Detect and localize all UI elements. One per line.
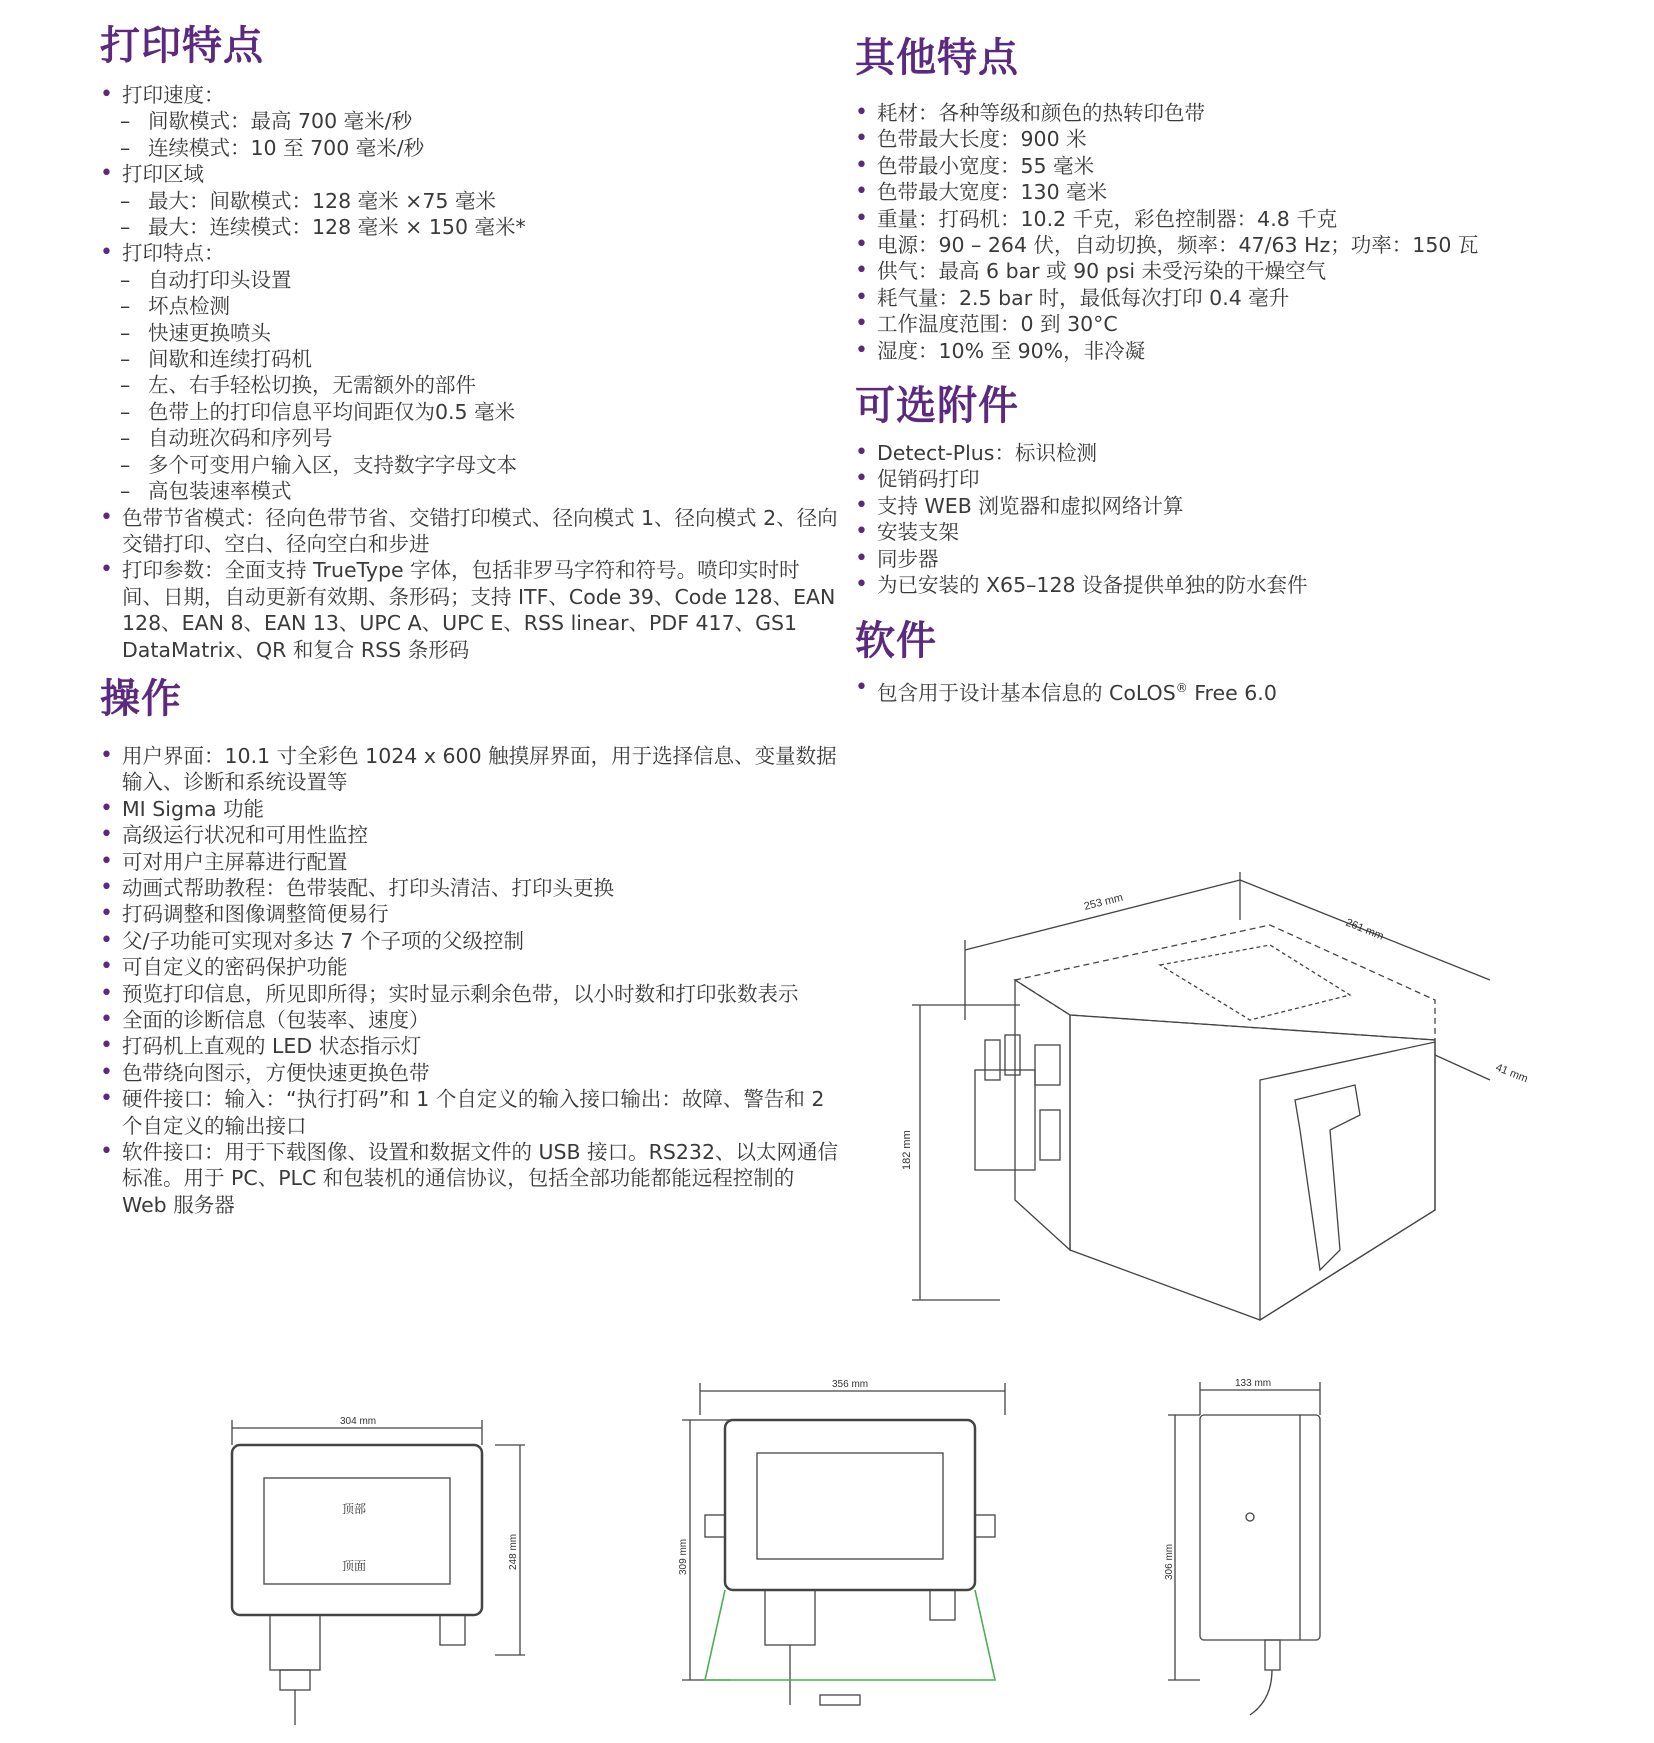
sub-item: – 快速更换喷头	[120, 320, 271, 345]
list-item: • 色带绕向图示，方便快速更换色带	[100, 1060, 840, 1086]
operation-title: 操作	[100, 675, 182, 722]
front-height-label: 248 mm	[508, 1533, 519, 1570]
connector-block	[975, 1070, 1035, 1170]
list-item: • 打码机上直观的 LED 状态指示灯	[100, 1033, 840, 1059]
print-features-title: 打印特点	[100, 23, 264, 69]
list-item: • 打印区域	[100, 161, 840, 187]
list-item: • 电源：90 – 264 伏，自动切换，频率：47/63 Hz；功率：150 瓦	[855, 232, 1575, 258]
side-width-label: 133 mm	[1235, 1378, 1272, 1389]
software-item: • 包含用于设计基本信息的 CoLOS® Free 6.0	[855, 675, 1575, 706]
dim-label-41: 41 mm	[1493, 1061, 1530, 1086]
list-item: • 为已安装的 X65–128 设备提供单独的防水套件	[855, 572, 1575, 598]
list-item: • 色带最大宽度：130 毫米	[855, 179, 1575, 205]
dim-line-253	[965, 880, 1240, 950]
left-column	[100, 18, 840, 1218]
sub-item: – 间歇模式：最高 700 毫米/秒	[120, 109, 413, 134]
list-item: • 供气：最高 6 bar 或 90 psi 未受污染的干燥空气	[855, 258, 1575, 284]
sub-item: – 色带上的打印信息平均间距仅为0.5 毫米	[120, 399, 516, 424]
sub-item: – 高包装速率模式	[120, 479, 292, 504]
list-item: • 安装支架	[855, 519, 1575, 545]
list-item: • 耗材：各种等级和颜色的热转印色带	[855, 100, 1575, 126]
controller-front-drawing	[220, 1410, 540, 1740]
bracket-width-label: 356 mm	[832, 1379, 869, 1390]
printer-front-face	[1070, 1015, 1435, 1320]
db-connector	[270, 1615, 320, 1670]
accessories-title: 可选附件	[855, 383, 1019, 430]
sub-item: – 多个可变用户输入区，支持数字字母文本	[120, 452, 517, 477]
right-column	[855, 30, 1575, 706]
list-item: • 父/子功能可实现对多达 7 个子项的父级控制	[100, 928, 840, 954]
list-item: • 色带最大长度：900 米	[855, 126, 1575, 152]
list-item: • MI Sigma 功能	[100, 796, 840, 822]
side-housing	[1200, 1415, 1320, 1640]
list-item: • 同步器	[855, 546, 1575, 572]
list-item: • 硬件接口：输入：“执行打码”和 1 个自定义的输入接口输出：故障、警告和 2 个自定义的输出接口	[100, 1086, 840, 1139]
list-item: • 可对用户主屏幕进行配置	[100, 849, 840, 875]
front-width-label: 304 mm	[340, 1416, 377, 1427]
list-item: • 软件接口：用于下载图像、设置和数据文件的 USB 接口。RS232、以太网通信标准。用于 PC、PLC 和包装机的通信协议，包括全部功能都能远程控制的 Web 服务器	[100, 1139, 840, 1218]
list-item: • 重量：打码机：10.2 千克，彩色控制器：4.8 千克	[855, 206, 1575, 232]
controller-side-drawing	[1160, 1370, 1360, 1720]
controller-bracket-drawing	[670, 1375, 1030, 1725]
list-item: • 支持 WEB 浏览器和虚拟网络计算	[855, 493, 1575, 519]
dim-label-261: 261 mm	[1343, 916, 1386, 943]
list-item: • 高级运行状况和可用性监控	[100, 822, 840, 848]
sub-item: – 自动打印头设置	[120, 267, 292, 292]
sub-item: – 最大：间歇模式：128 毫米 ×75 毫米	[120, 188, 496, 213]
other-features-list	[855, 100, 1575, 364]
list-item: • 可自定义的密码保护功能	[100, 954, 840, 980]
sub-item: – 左、右手轻松切换，无需额外的部件	[120, 373, 476, 398]
print-features-list	[100, 82, 840, 663]
list-item: • 促销码打印	[855, 466, 1575, 492]
mounting-bracket	[705, 1590, 995, 1680]
printer-dimension-drawing	[890, 870, 1550, 1330]
software-title: 软件	[855, 617, 937, 664]
dim-label-182: 182 mm	[901, 1130, 913, 1170]
controller-bezel	[232, 1445, 482, 1615]
list-item: • 打印参数：全面支持 TrueType 字体，包括非罗马字符和符号。喷印实时时间、日期，自动更新有效期、条形码；支持 ITF、Code 39、Code 128、EAN 128、EAN 8、EAN 13、UPC A、UPC E、RSS linear、PDF 417、GS1 DataMatrix、QR 和复合 RSS 条形码	[100, 557, 840, 663]
list-item: • 色带最小宽度：55 毫米	[855, 153, 1575, 179]
sub-item: – 最大：连续模式：128 毫米 × 150 毫米*	[120, 215, 526, 240]
list-item: • 打印速度：	[100, 82, 840, 108]
side-height-label: 306 mm	[1164, 1543, 1175, 1580]
bracket-controller-bezel	[725, 1420, 975, 1590]
list-item: • 耗气量：2.5 bar 时，最低每次打印 0.4 毫升	[855, 285, 1575, 311]
bracket-controller-screen	[757, 1453, 943, 1559]
list-item: • 动画式帮助教程：色带装配、打印头清洁、打印头更换	[100, 875, 840, 901]
list-item: • Detect-Plus：标识检测	[855, 440, 1575, 466]
list-item: • 湿度：10% 至 90%，非冷凝	[855, 338, 1575, 364]
list-item: • 打印特点：	[100, 240, 840, 266]
sub-item: – 连续模式：10 至 700 毫米/秒	[120, 135, 425, 160]
other-features-title: 其他特点	[855, 35, 1019, 81]
printer-end-plate	[1260, 1042, 1435, 1320]
printer-handle	[1295, 1085, 1360, 1270]
sub-item: – 坏点检测	[120, 294, 230, 319]
accessories-list	[855, 440, 1575, 598]
list-item: • 全面的诊断信息（包装率、速度）	[100, 1007, 840, 1033]
list-item: • 打码调整和图像调整简便易行	[100, 901, 840, 927]
dim-label-253: 253 mm	[1082, 891, 1125, 913]
printer-side-face	[1015, 980, 1070, 1250]
sub-item: – 自动班次码和序列号	[120, 426, 333, 451]
sub-item: – 间歇和连续打码机	[120, 347, 312, 372]
list-item: • 工作温度范围：0 到 30°C	[855, 311, 1575, 337]
list-item: • 色带节省模式：径向色带节省、交错打印模式、径向模式 1、径向模式 2、径向交错打印、空白、径向空白和步进	[100, 505, 840, 558]
side-hole	[1246, 1513, 1254, 1521]
printer-top	[1015, 925, 1435, 1040]
list-item: • 用户界面：10.1 寸全彩色 1024 x 600 触摸屏界面，用于选择信息、变量数据输入、诊断和系统设置等	[100, 743, 840, 796]
list-item: • 预览打印信息，所见即所得；实时显示剩余色带，以小时数和打印张数表示	[100, 981, 840, 1007]
screen-top-label: 顶部	[342, 1502, 367, 1516]
bracket-height-label: 309 mm	[678, 1538, 689, 1575]
operation-list	[100, 743, 840, 1218]
screen-bottom-label: 顶面	[342, 1559, 367, 1573]
software-list	[855, 675, 1575, 706]
